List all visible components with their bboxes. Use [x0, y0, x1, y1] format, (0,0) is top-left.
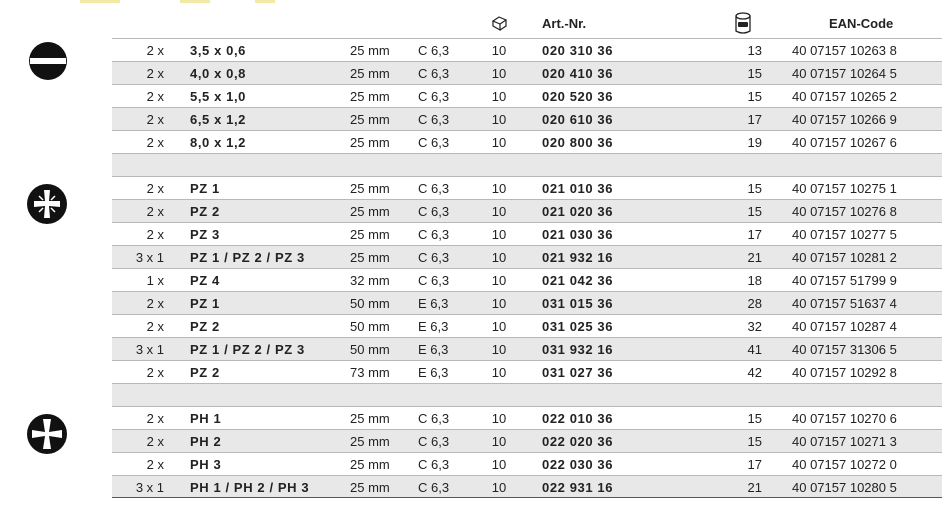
weight-cell: 17 — [747, 112, 762, 127]
pack-qty-cell: 10 — [491, 89, 507, 104]
table-row — [112, 475, 942, 498]
length-cell: 25 mm — [350, 89, 390, 104]
table-row — [112, 245, 942, 268]
pozidriv-screw-icon — [26, 183, 68, 230]
article-number-cell: 022 931 16 — [542, 480, 614, 495]
size-cell: 8,0 x 1,2 — [190, 135, 246, 150]
weight-cell: 15 — [747, 434, 762, 449]
pack-qty-cell: 10 — [491, 480, 507, 495]
table-row — [112, 452, 942, 475]
quantity-cell: 2 x — [146, 66, 164, 81]
ean-code-cell: 40 07157 10275 1 — [792, 181, 897, 196]
pack-qty-cell: 10 — [491, 342, 507, 357]
table-row — [112, 406, 942, 429]
ean-code-cell: 40 07157 10272 0 — [792, 457, 897, 472]
quantity-cell: 2 x — [146, 319, 164, 334]
shank-cell: C 6,3 — [418, 250, 450, 265]
length-cell: 25 mm — [350, 480, 390, 495]
weight-cell: 32 — [747, 319, 762, 334]
shank-cell: E 6,3 — [418, 319, 449, 334]
size-cell: PZ 1 — [190, 181, 220, 196]
length-cell: 25 mm — [350, 204, 390, 219]
shank-cell: C 6,3 — [418, 181, 450, 196]
quantity-cell: 3 x 1 — [135, 342, 164, 357]
quantity-cell: 2 x — [146, 43, 164, 58]
article-number-cell: 020 310 36 — [542, 43, 614, 58]
pack-qty-cell: 10 — [491, 411, 507, 426]
weight-cell: 28 — [747, 296, 762, 311]
size-cell: PH 1 — [190, 411, 222, 426]
quantity-cell: 2 x — [146, 135, 164, 150]
ean-code-header: EAN-Code — [829, 16, 894, 31]
table-row — [112, 176, 942, 199]
article-number-cell: 031 027 36 — [542, 365, 614, 380]
quantity-cell: 2 x — [146, 204, 164, 219]
size-cell: PZ 2 — [190, 204, 220, 219]
pack-qty-cell: 10 — [491, 365, 507, 380]
shank-cell: C 6,3 — [418, 434, 450, 449]
quantity-cell: 2 x — [146, 296, 164, 311]
quantity-cell: 2 x — [146, 457, 164, 472]
length-cell: 25 mm — [350, 457, 390, 472]
table-row — [112, 84, 942, 107]
pack-qty-cell: 10 — [491, 43, 507, 58]
quantity-cell: 2 x — [146, 365, 164, 380]
quantity-cell: 2 x — [146, 181, 164, 196]
pack-qty-cell: 10 — [491, 135, 507, 150]
table-row — [112, 107, 942, 130]
pack-qty-cell: 10 — [491, 204, 507, 219]
ean-code-cell: 40 07157 10287 4 — [792, 319, 897, 334]
phillips-screw-icon — [26, 413, 68, 460]
table-row — [112, 61, 942, 84]
pack-qty-cell: 10 — [491, 457, 507, 472]
pack-qty-cell: 10 — [491, 296, 507, 311]
article-number-cell: 022 010 36 — [542, 411, 614, 426]
length-cell: 25 mm — [350, 411, 390, 426]
size-cell: PZ 3 — [190, 227, 220, 242]
article-number-cell: 020 520 36 — [542, 89, 614, 104]
size-cell: PZ 4 — [190, 273, 220, 288]
article-number-cell: 021 020 36 — [542, 204, 614, 219]
article-number-cell: 021 030 36 — [542, 227, 614, 242]
length-cell: 25 mm — [350, 66, 390, 81]
weight-cell: 15 — [747, 66, 762, 81]
slotted-screw-icon — [28, 41, 68, 86]
weight-cell: 13 — [747, 43, 762, 58]
quantity-cell: 2 x — [146, 112, 164, 127]
length-cell: 73 mm — [350, 365, 390, 380]
table-row — [112, 268, 942, 291]
size-cell: 3,5 x 0,6 — [190, 43, 246, 58]
article-number-cell: 031 025 36 — [542, 319, 614, 334]
size-cell: PZ 2 — [190, 365, 220, 380]
ean-code-cell: 40 07157 31306 5 — [792, 342, 897, 357]
weight-cell: 15 — [747, 181, 762, 196]
shank-cell: C 6,3 — [418, 411, 450, 426]
art-nr-header: Art.-Nr. — [542, 16, 587, 31]
length-cell: 25 mm — [350, 434, 390, 449]
quantity-cell: 1 x — [146, 273, 164, 288]
size-cell: PH 2 — [190, 434, 222, 449]
weight-cell: 15 — [747, 204, 762, 219]
table-header — [112, 14, 942, 40]
top-accent-line — [0, 0, 952, 4]
length-cell: 25 mm — [350, 43, 390, 58]
shank-cell: C 6,3 — [418, 457, 450, 472]
ean-code-cell: 40 07157 51637 4 — [792, 296, 897, 311]
pack-qty-cell: 10 — [491, 181, 507, 196]
quantity-cell: 2 x — [146, 89, 164, 104]
article-number-cell: 021 010 36 — [542, 181, 614, 196]
size-cell: PZ 2 — [190, 319, 220, 334]
ean-code-cell: 40 07157 10271 3 — [792, 434, 897, 449]
section-separator — [112, 153, 942, 176]
ean-code-cell: 40 07157 51799 9 — [792, 273, 897, 288]
weight-cell: 19 — [747, 135, 762, 150]
pack-qty-cell: 10 — [491, 227, 507, 242]
size-cell: 5,5 x 1,0 — [190, 89, 246, 104]
article-number-cell: 020 800 36 — [542, 135, 614, 150]
table-row — [112, 130, 942, 153]
shank-cell: E 6,3 — [418, 365, 449, 380]
table-row — [112, 199, 942, 222]
product-table — [112, 38, 942, 498]
shank-cell: C 6,3 — [418, 43, 450, 58]
article-number-cell: 021 042 36 — [542, 273, 614, 288]
size-cell: PZ 1 / PZ 2 / PZ 3 — [190, 342, 305, 357]
size-cell: PZ 1 / PZ 2 / PZ 3 — [190, 250, 305, 265]
length-cell: 25 mm — [350, 135, 390, 150]
weight-cell: 18 — [747, 273, 762, 288]
length-cell: 25 mm — [350, 250, 390, 265]
shank-cell: C 6,3 — [418, 89, 450, 104]
ean-code-cell: 40 07157 10270 6 — [792, 411, 897, 426]
quantity-cell: 3 x 1 — [135, 480, 164, 495]
shank-cell: C 6,3 — [418, 112, 450, 127]
length-cell: 50 mm — [350, 342, 390, 357]
shank-cell: C 6,3 — [418, 480, 450, 495]
article-number-cell: 022 030 36 — [542, 457, 614, 472]
length-cell: 25 mm — [350, 181, 390, 196]
quantity-cell: 2 x — [146, 227, 164, 242]
size-cell: PZ 1 — [190, 296, 220, 311]
size-cell: 6,5 x 1,2 — [190, 112, 246, 127]
table-row — [112, 291, 942, 314]
length-cell: 50 mm — [350, 319, 390, 334]
size-cell: PH 1 / PH 2 / PH 3 — [190, 480, 310, 495]
weight-cell: 17 — [747, 457, 762, 472]
pack-qty-cell: 10 — [491, 434, 507, 449]
article-number-cell: 021 932 16 — [542, 250, 614, 265]
weight-cell: 15 — [747, 411, 762, 426]
article-number-cell: 020 410 36 — [542, 66, 614, 81]
ean-code-cell: 40 07157 10277 5 — [792, 227, 897, 242]
weight-cell: 17 — [747, 227, 762, 242]
article-number-cell: 022 020 36 — [542, 434, 614, 449]
article-number-cell: 031 015 36 — [542, 296, 614, 311]
quantity-cell: 2 x — [146, 411, 164, 426]
weight-cell: 21 — [747, 480, 762, 495]
weight-cell: 21 — [747, 250, 762, 265]
size-cell: PH 3 — [190, 457, 222, 472]
table-row — [112, 314, 942, 337]
weight-cell: 41 — [747, 342, 762, 357]
length-cell: 32 mm — [350, 273, 390, 288]
quantity-cell: 2 x — [146, 434, 164, 449]
ean-code-cell: 40 07157 10276 8 — [792, 204, 897, 219]
article-number-cell: 031 932 16 — [542, 342, 614, 357]
table-row — [112, 337, 942, 360]
section-separator — [112, 383, 942, 406]
table-row — [112, 38, 942, 61]
table-row — [112, 429, 942, 452]
length-cell: 50 mm — [350, 296, 390, 311]
pack-qty-cell: 10 — [491, 112, 507, 127]
ean-code-cell: 40 07157 10280 5 — [792, 480, 897, 495]
pack-qty-cell: 10 — [491, 319, 507, 334]
ean-code-cell: 40 07157 10264 5 — [792, 66, 897, 81]
pack-qty-cell: 10 — [491, 66, 507, 81]
shank-cell: C 6,3 — [418, 227, 450, 242]
length-cell: 25 mm — [350, 227, 390, 242]
quantity-cell: 3 x 1 — [135, 250, 164, 265]
length-cell: 25 mm — [350, 112, 390, 127]
size-cell: 4,0 x 0,8 — [190, 66, 246, 81]
article-number-cell: 020 610 36 — [542, 112, 614, 127]
table-row — [112, 222, 942, 245]
ean-code-cell: 40 07157 10266 9 — [792, 112, 897, 127]
pack-qty-cell: 10 — [491, 250, 507, 265]
ean-code-cell: 40 07157 10265 2 — [792, 89, 897, 104]
shank-cell: E 6,3 — [418, 342, 449, 357]
ean-code-cell: 40 07157 10267 6 — [792, 135, 897, 150]
shank-cell: C 6,3 — [418, 273, 450, 288]
ean-code-cell: 40 07157 10281 2 — [792, 250, 897, 265]
shank-cell: C 6,3 — [418, 204, 450, 219]
table-row — [112, 360, 942, 383]
shank-cell: E 6,3 — [418, 296, 449, 311]
shank-cell: C 6,3 — [418, 135, 450, 150]
weight-cell: 42 — [747, 365, 762, 380]
shank-cell: C 6,3 — [418, 66, 450, 81]
pack-qty-cell: 10 — [491, 273, 507, 288]
weight-cell: 15 — [747, 89, 762, 104]
weight-icon — [734, 11, 752, 40]
ean-code-cell: 40 07157 10292 8 — [792, 365, 897, 380]
box-icon — [490, 14, 508, 37]
ean-code-cell: 40 07157 10263 8 — [792, 43, 897, 58]
